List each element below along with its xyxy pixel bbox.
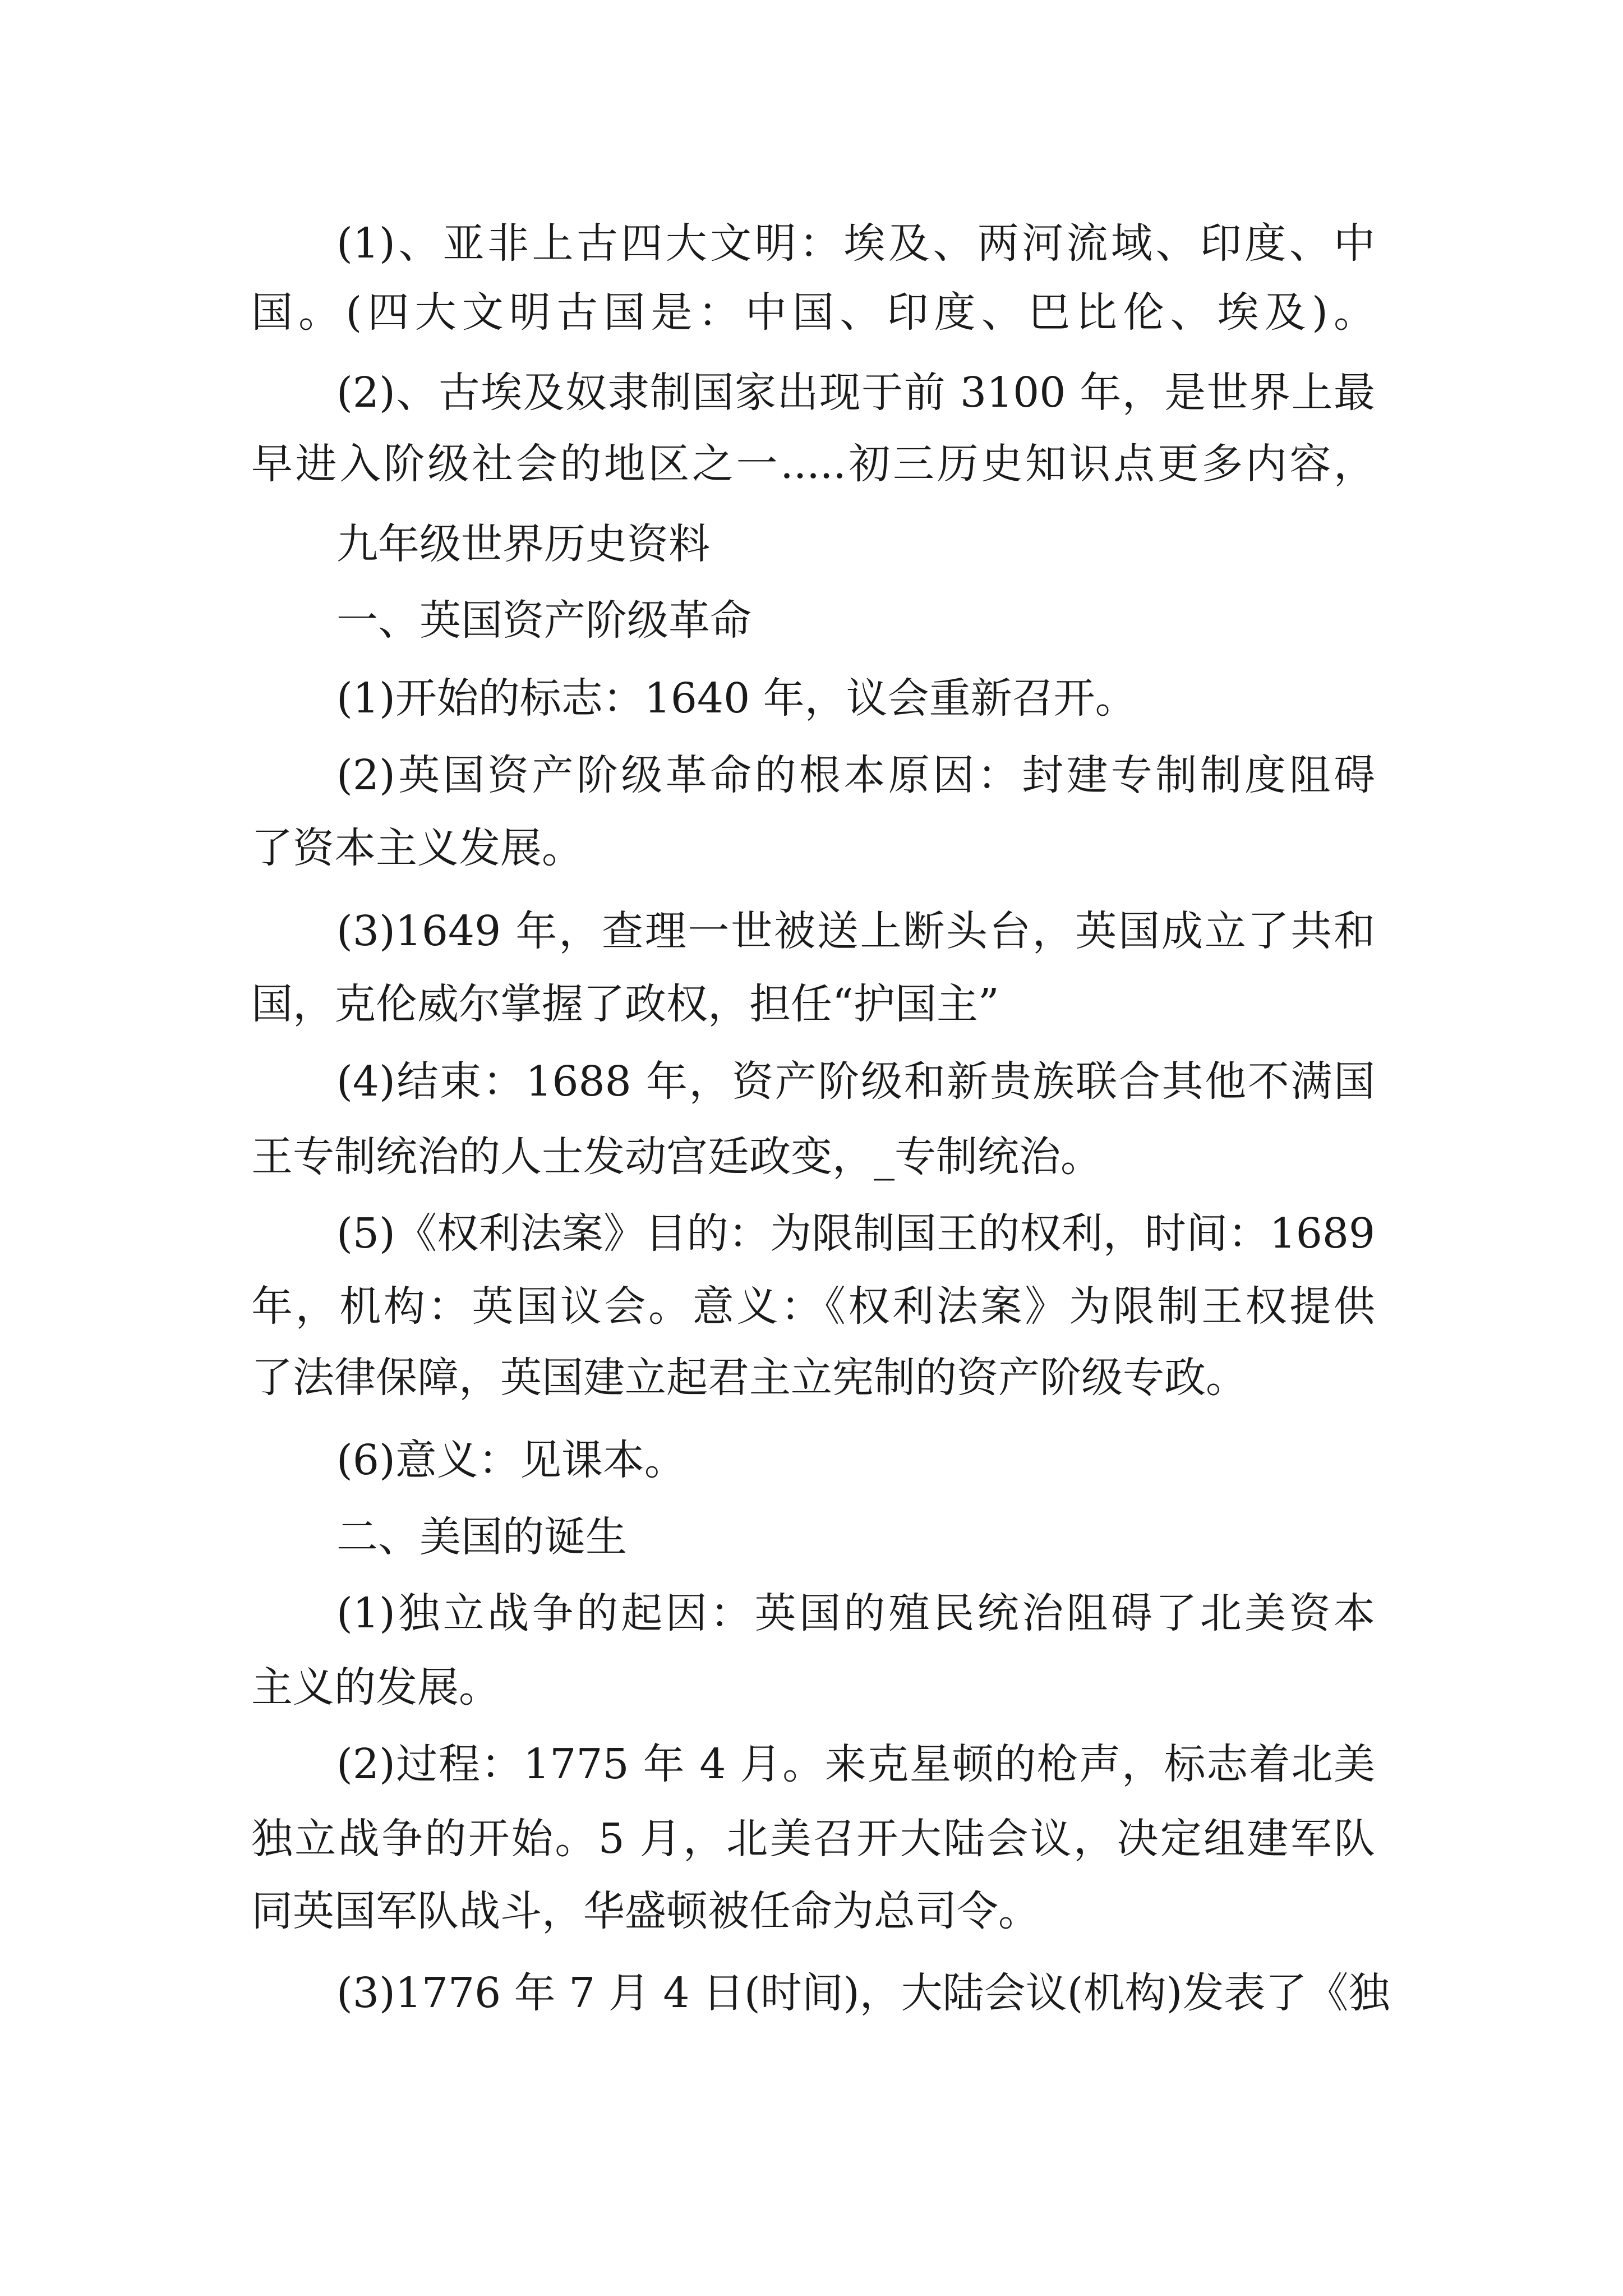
text-line-14: (5)《权利法案》目的：为限制国王的权利，时间：1689: [336, 1209, 1375, 1258]
text-line-13: 王专制统治的人士发动宫廷政变，_专制统治。: [251, 1133, 1102, 1181]
text-line-23: 同英国军队战斗，华盛顿被任命为总司令。: [251, 1887, 1040, 1935]
text-line-2: 国。(四大文明古国是：中国、印度、巴比伦、埃及)。: [251, 288, 1375, 337]
text-line-20: 主义的发展。: [251, 1663, 500, 1711]
text-line-9: 了资本主义发展。: [251, 824, 583, 872]
text-line-16: 了法律保障，英国建立起君主立宪制的资产阶级专政。: [251, 1354, 1247, 1402]
text-line-4: 早进入阶级社会的地区之一.....初三历史知识点更多内容，: [251, 440, 1375, 488]
section-heading-1: 九年级世界历史资料: [336, 520, 710, 568]
text-line-12: (4)结束：1688 年，资产阶级和新贵族联合其他不满国: [336, 1057, 1375, 1106]
text-line-3: (2)、古埃及奴隶制国家出现于前 3100 年，是世界上最: [336, 369, 1375, 417]
text-line-17: (6)意义：见课本。: [336, 1436, 686, 1484]
text-line-1: (1)、亚非上古四大文明：埃及、两河流域、印度、中: [336, 219, 1375, 268]
text-line-24: (3)1776 年 7 月 4 日(时间)，大陆会议(机构)发表了《独: [336, 1969, 1390, 2017]
text-line-22: 独立战争的开始。5 月，北美召开大陆会议，决定组建军队: [251, 1815, 1375, 1863]
text-line-10: (3)1649 年，查理一世被送上断头台，英国成立了共和: [336, 907, 1375, 955]
text-line-8: (2)英国资产阶级革命的根本原因：封建专制制度阻碍: [336, 751, 1375, 799]
section-heading-3: 二、美国的诞生: [336, 1513, 627, 1561]
text-line-19: (1)独立战争的起因：英国的殖民统治阻碍了北美资本: [336, 1589, 1375, 1637]
text-line-15: 年，机构：英国议会。意义：《权利法案》为限制王权提供: [251, 1282, 1375, 1331]
text-line-11: 国，克伦威尔掌握了政权，担任“护国主”: [251, 980, 999, 1028]
text-line-7: (1)开始的标志：1640 年，议会重新召开。: [336, 674, 1137, 723]
text-line-21: (2)过程：1775 年 4 月。来克星顿的枪声，标志着北美: [336, 1740, 1375, 1788]
section-heading-2: 一、英国资产阶级革命: [336, 596, 751, 645]
